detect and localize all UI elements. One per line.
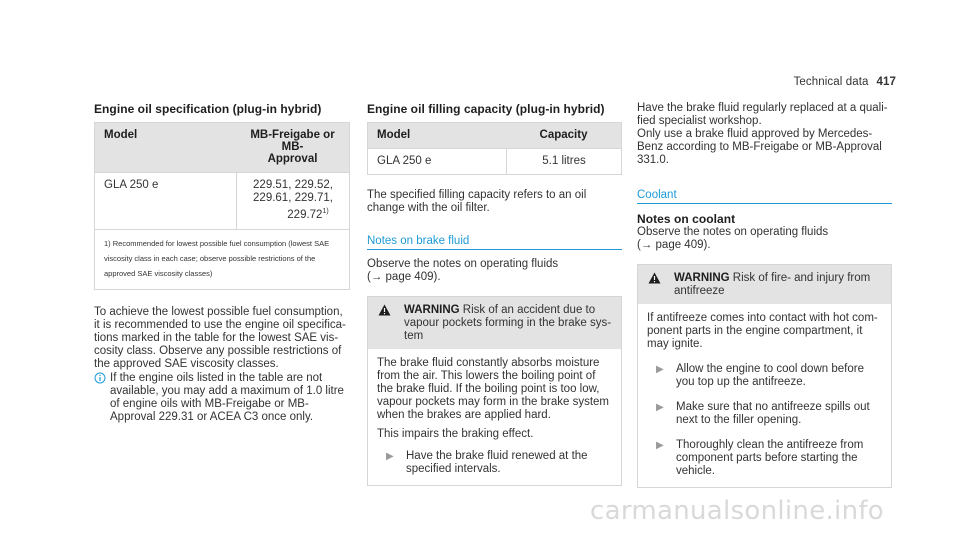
- note-line: available, you may add a maximum of 1.0 litre: [110, 384, 344, 397]
- page-reference-link[interactable]: (→ page 409).: [637, 239, 711, 251]
- oil-capacity-table: [367, 122, 622, 175]
- action-step: [647, 401, 882, 427]
- brake-observe-paragraph: [367, 258, 622, 284]
- header-capacity: Capacity: [539, 129, 588, 141]
- action-step: [647, 439, 882, 478]
- paragraph-line: To achieve the lowest possible fuel consumption,: [94, 305, 343, 318]
- note-line: of engine oils with MB-Freigabe or MB-: [110, 397, 309, 410]
- approval-last: 229.72: [287, 208, 323, 221]
- step-text: [676, 363, 864, 389]
- table-row: [368, 148, 621, 174]
- brake-fluid-intro: [637, 102, 892, 167]
- coolant-heading: Coolant: [637, 189, 892, 204]
- warning-body-line: from the air. This lowers the boiling point of: [377, 370, 596, 382]
- header-model: Model: [104, 129, 138, 141]
- coolant-notes-title: Notes on coolant: [637, 212, 736, 226]
- brake-warning-box: [367, 296, 622, 486]
- warning-header-text: [404, 304, 611, 343]
- step-line: Allow the engine to cool down before: [676, 363, 864, 375]
- approval-line: [246, 205, 340, 222]
- warning-body: [638, 304, 891, 487]
- warning-header-text: [674, 272, 870, 298]
- step-line: vehicle.: [676, 465, 715, 477]
- warning-body-line: The brake fluid constantly absorbs moisture: [377, 357, 600, 369]
- header-model: Model: [377, 129, 411, 141]
- coolant-warning-box: [637, 264, 892, 488]
- info-note: [94, 372, 350, 424]
- note-line: Approval 229.31 or ACEA C3 once only.: [110, 410, 314, 423]
- footnote-line: 1) Recommended for lowest possible fuel consumption (lowest SAE: [104, 238, 330, 248]
- warning-line: vapour pockets forming in the brake sys-: [404, 317, 612, 329]
- cell-model: GLA 250 e: [377, 155, 432, 167]
- approval-line: 229.61, 229.71,: [253, 192, 333, 204]
- action-step: [377, 450, 612, 476]
- info-note-text: [110, 372, 344, 424]
- warning-label: WARNING: [404, 304, 460, 316]
- paragraph-line: Observe the notes on operating fluids: [367, 258, 559, 270]
- warning-triangle-icon: [376, 304, 404, 343]
- warning-body-line: the brake fluid. If the boiling point is too low,: [377, 383, 600, 395]
- column-oil-specification: [94, 102, 350, 424]
- paragraph-line: Benz according to MB-Freigabe or MB-Approval: [637, 141, 882, 153]
- watermark: carmanualsonline.info: [590, 496, 885, 526]
- warning-body: [368, 349, 621, 485]
- warning-body-line: vapour pockets may form in the brake system: [377, 396, 610, 408]
- step-line: Make sure that no antifreeze spills out: [676, 401, 870, 413]
- header-approval: [236, 123, 349, 172]
- arrow-right-icon: ▶: [656, 402, 664, 413]
- warning-body-line: If antifreeze comes into contact with hot com-: [647, 312, 878, 324]
- warning-label: WARNING: [674, 272, 730, 284]
- step-line: next to the filler opening.: [676, 414, 802, 426]
- running-header: [794, 76, 896, 88]
- arrow-right-icon: ▶: [386, 451, 394, 462]
- warning-line: Risk of fire- and injury from: [732, 272, 871, 284]
- paragraph-line: tions marked in the table for the lowest SAE vis-: [94, 331, 339, 344]
- warning-triangle-icon: [646, 272, 674, 298]
- warning-body-line: ponent parts in the engine compartment, it: [647, 325, 863, 337]
- paragraph-line: the approved SAE viscosity classes.: [94, 357, 279, 370]
- filling-capacity-paragraph: [367, 189, 622, 215]
- cell-model: GLA 250 e: [104, 179, 159, 191]
- warning-body-line: may ignite.: [647, 338, 703, 350]
- step-line: Thoroughly clean the antifreeze from: [676, 439, 864, 451]
- column-oil-capacity: [367, 102, 622, 486]
- info-icon: [94, 372, 110, 424]
- paragraph-line: 331.0.: [637, 154, 669, 166]
- warning-line: tem: [404, 330, 424, 342]
- brake-fluid-heading: Notes on brake fluid: [367, 235, 622, 250]
- paragraph-line: change with the oil filter.: [367, 202, 490, 214]
- warning-header: [638, 265, 891, 304]
- table-header-row: [368, 123, 621, 148]
- table-row: [95, 172, 349, 229]
- footnote-ref: 1): [322, 208, 329, 215]
- cell-capacity: 5.1 litres: [506, 149, 621, 174]
- approval-line: 229.51, 229.52,: [253, 179, 333, 191]
- step-line: Have the brake fluid renewed at the: [406, 450, 588, 462]
- footnote-line: approved SAE viscosity classes): [104, 268, 213, 278]
- oil-spec-table: [94, 122, 350, 290]
- paragraph-line: Observe the notes on operating fluids: [637, 226, 829, 238]
- step-text: [676, 439, 863, 478]
- step-text: [676, 401, 870, 427]
- oil-spec-title: Engine oil specification (plug-in hybrid): [94, 102, 322, 116]
- warning-body-line: This impairs the braking effect.: [377, 428, 534, 440]
- paragraph-line: cosity class. Observe any possible restrictions of: [94, 344, 342, 357]
- section-name: Technical data: [793, 76, 869, 88]
- step-line: component parts before starting the: [676, 452, 858, 464]
- page-number: 417: [876, 76, 896, 88]
- arrow-right-icon: ▶: [656, 364, 664, 375]
- warning-line: antifreeze: [674, 285, 725, 297]
- oil-capacity-title: Engine oil filling capacity (plug-in hybrid): [367, 102, 605, 116]
- header-approval-line: MB-Freigabe or MB-: [250, 129, 335, 153]
- step-line: specified intervals.: [406, 463, 501, 475]
- step-line: you top up the antifreeze.: [676, 376, 806, 388]
- header-approval-line: Approval: [267, 153, 318, 165]
- paragraph-line: it is recommended to use the engine oil specifica-: [94, 318, 346, 331]
- warning-line: Risk of an accident due to: [462, 304, 596, 316]
- warning-header: [368, 297, 621, 349]
- cell-approvals: [236, 173, 349, 229]
- action-step: [647, 363, 882, 389]
- arrow-right-icon: ▶: [656, 440, 664, 451]
- warning-body-line: when the brakes are applied hard.: [377, 409, 551, 421]
- paragraph-line: fied specialist workshop.: [637, 115, 762, 127]
- page-reference-link[interactable]: (→ page 409).: [367, 271, 441, 283]
- column-coolant: [637, 102, 892, 488]
- note-line: If the engine oils listed in the table are not: [110, 371, 323, 384]
- paragraph-line: The specified filling capacity refers to an oil: [367, 189, 587, 201]
- paragraph-line: Only use a brake fluid approved by Mercedes-: [637, 128, 873, 140]
- table-footnote: [95, 229, 349, 289]
- step-text: [406, 450, 588, 476]
- footnote-line: viscosity class in each case; observe possible restrictions of the: [104, 253, 316, 263]
- table-header-row: [95, 123, 349, 172]
- fuel-consumption-paragraph: [94, 306, 350, 371]
- paragraph-line: Have the brake fluid regularly replaced at a quali-: [637, 102, 888, 114]
- coolant-observe-paragraph: [637, 226, 892, 252]
